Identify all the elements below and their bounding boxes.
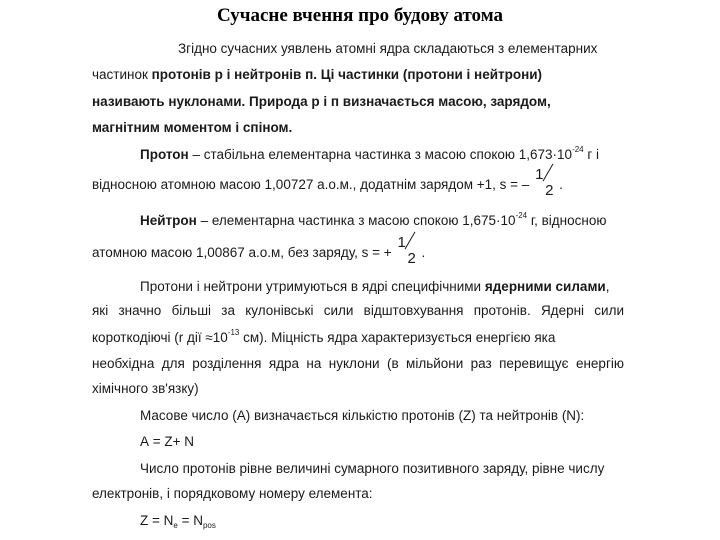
forces-line-1 <box>92 278 624 296</box>
proton-def-b: г і <box>583 147 600 162</box>
formula-part-b: = N <box>177 513 203 528</box>
forces-text-a: Протони і нейтрони утримуються в ядрі специфічними <box>140 279 485 294</box>
fraction-numerator: 1 <box>535 166 544 184</box>
proton-term: Протон <box>140 147 189 162</box>
fraction-slash <box>405 232 416 250</box>
proton-spin-fraction <box>533 166 559 200</box>
intro-line-2-start: частинок <box>92 67 152 82</box>
proton-end: . <box>559 177 563 192</box>
fraction-slash <box>543 164 554 182</box>
intro-line-2-bold: протонів р і нейтронів п. Ці частинки (протони і нейтрони) <box>151 67 543 82</box>
neutron-line-1 <box>92 212 624 230</box>
fraction-denominator: 2 <box>545 182 554 200</box>
forces-line-5: хімічного зв'язку) <box>92 381 199 396</box>
proton-line-1 <box>92 146 624 164</box>
range-exponent: -13 <box>227 328 240 337</box>
forces-line-3 <box>92 329 624 347</box>
proton-count-line-2: електронів, і порядковому номеру елемента: <box>92 486 373 501</box>
neutron-exponent: -24 <box>515 211 528 220</box>
intro-line-2 <box>92 66 624 84</box>
intro-line-1: Згідно сучасних уявлень атомні ядра складаються з елементарних <box>178 41 598 56</box>
proton-line-2 <box>92 166 624 200</box>
neutron-term: Нейтрон <box>140 213 197 228</box>
proton-def-c: відносною атомною масою 1,00727 а.о.м., додатнім зарядом +1, s = – <box>92 177 530 192</box>
formula-sub-e: e <box>173 521 178 530</box>
neutron-def-a: – елементарна частинка з масою спокою 1,675·10 <box>196 213 516 228</box>
proton-count-line-1: Число протонів рівне величині сумарного позитивного заряду, рівне числу <box>140 461 605 476</box>
neutron-spin-fraction <box>395 234 421 268</box>
forces-term: ядерними силами <box>484 279 606 294</box>
forces-line-4: необхідна для розділення ядра на нуклони (в мільйони раз перевищує енергію <box>92 356 624 371</box>
neutron-line-2 <box>92 234 624 268</box>
forces-text-3b: см). Міцність ядра характеризується енергією яка <box>239 330 556 345</box>
fraction-numerator: 1 <box>397 234 406 252</box>
neutron-def-b: г, відносною <box>527 213 607 228</box>
mass-number-formula: А = Z+ N <box>140 434 195 449</box>
intro-line-4: магнітним моментом і спіном. <box>92 120 293 135</box>
forces-text-3a: короткодіючі (r дії ≈10 <box>92 330 228 345</box>
neutron-def-c: атомною масою 1,00867 а.о.м, без заряду, s = + <box>92 245 392 260</box>
proton-exponent: -24 <box>572 145 584 154</box>
formula-sub-pos: pos <box>202 521 216 530</box>
page-title: Сучасне вчення про будову атома <box>216 5 504 26</box>
mass-number-line: Масове число (А) визначається кількістю протонів (Z) та нейтронів (N): <box>140 408 585 423</box>
fraction-denominator: 2 <box>407 250 416 268</box>
neutron-end: . <box>421 245 426 260</box>
forces-text-c: , <box>605 279 610 294</box>
proton-def-a: – стабільна елементарна частинка з масою спокою 1,673·10 <box>188 147 573 162</box>
forces-line-2: які значно більші за кулонівські сили відштовхування протонів. Ядерні сили <box>92 303 624 318</box>
atomic-number-formula <box>92 512 624 530</box>
formula-part-a: Z = N <box>140 513 174 528</box>
intro-line-3: називають нуклонами. Природа р і п визначається масою, зарядом, <box>92 94 551 109</box>
